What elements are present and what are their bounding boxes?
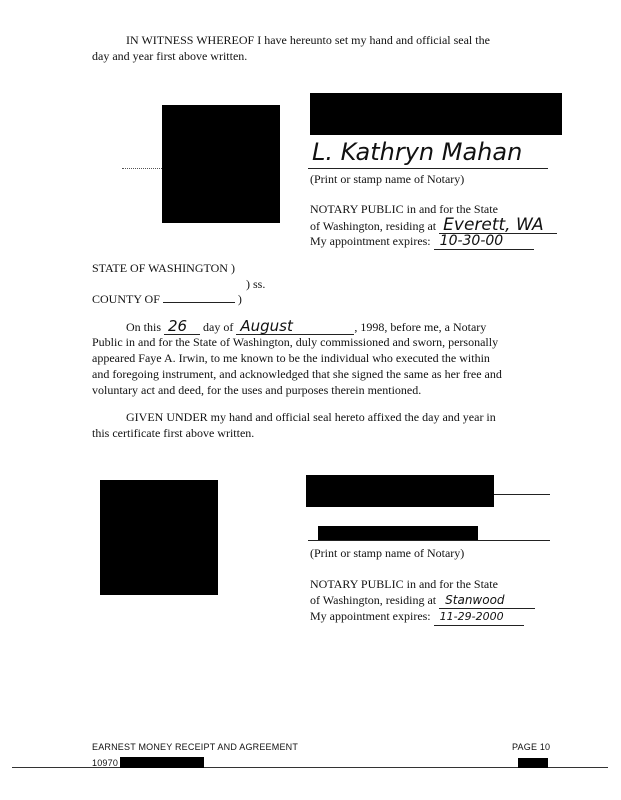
name-line bbox=[308, 540, 550, 541]
residing-line bbox=[310, 217, 557, 234]
expires-line bbox=[310, 233, 534, 250]
expires-label-2: My appointment expires: bbox=[310, 609, 431, 623]
redacted-seal-2 bbox=[100, 480, 218, 595]
venue-county bbox=[92, 291, 242, 307]
residing-prefix-2: of Washington, residing at bbox=[310, 593, 437, 607]
footer-form-number: 10970 bbox=[92, 758, 119, 768]
notary-public-line-2: NOTARY PUBLIC in and for the State bbox=[310, 577, 498, 591]
residing-prefix: of Washington, residing at bbox=[310, 219, 437, 233]
venue-ss: ) ss. bbox=[246, 277, 266, 291]
day-of: day of bbox=[203, 320, 234, 334]
ack-line-2: Public in and for the State of Washington, duly commissioned and sworn, personally bbox=[92, 335, 499, 349]
witness-line-2: day and year first above written. bbox=[92, 49, 248, 63]
notary-public-line: NOTARY PUBLIC in and for the State bbox=[310, 202, 498, 216]
county-label: COUNTY OF bbox=[92, 292, 160, 306]
month-value: August bbox=[236, 318, 354, 335]
print-name-label-2: (Print or stamp name of Notary) bbox=[310, 546, 465, 560]
venue-state: STATE OF WASHINGTON ) bbox=[92, 261, 235, 275]
redacted-footer-1 bbox=[120, 757, 204, 768]
given-line-1: GIVEN UNDER my hand and official seal hereto affixed the day and year in bbox=[126, 410, 496, 424]
expires-value-2: 11-29-2000 bbox=[434, 609, 524, 626]
ack-line-3: appeared Faye A. Irwin, to me known to be the individual who executed the within bbox=[92, 351, 490, 365]
expires-line-2 bbox=[310, 608, 524, 626]
residing-value: Everett, WA bbox=[439, 217, 557, 234]
expires-value: 10-30-00 bbox=[434, 233, 534, 250]
redacted-name bbox=[318, 526, 478, 540]
signature-line bbox=[308, 168, 548, 169]
footer-form-title: EARNEST MONEY RECEIPT AND AGREEMENT bbox=[92, 742, 299, 752]
residing-line-2 bbox=[310, 592, 535, 609]
expires-label: My appointment expires: bbox=[310, 234, 431, 248]
day-value: 26 bbox=[164, 318, 200, 335]
after-month: , 1998, before me, a Notary bbox=[354, 320, 487, 334]
on-this: On this bbox=[126, 320, 162, 334]
witness-line-1: IN WITNESS WHEREOF I have hereunto set my hand and official seal the bbox=[126, 33, 490, 47]
footer-page: PAGE 10 bbox=[512, 742, 551, 752]
signature-line-2 bbox=[494, 494, 550, 495]
redacted-footer-2 bbox=[518, 758, 548, 768]
given-line-2: this certificate first above written. bbox=[92, 426, 255, 440]
ack-line-4: and foregoing instrument, and acknowledged that she signed the same as her free and bbox=[92, 367, 502, 381]
county-blank bbox=[163, 291, 235, 303]
redacted-block bbox=[310, 93, 562, 135]
county-close: ) bbox=[237, 292, 242, 306]
ack-line-1 bbox=[126, 318, 486, 335]
dotted-line bbox=[122, 168, 162, 169]
print-name-label: (Print or stamp name of Notary) bbox=[310, 172, 465, 186]
notary-signature: L. Kathryn Mahan bbox=[312, 138, 523, 166]
redacted-seal bbox=[162, 105, 280, 223]
ack-line-5: voluntary act and deed, for the uses and purposes therein mentioned. bbox=[92, 383, 422, 397]
redacted-signature bbox=[306, 475, 494, 507]
residing-value-2: Stanwood bbox=[439, 592, 535, 609]
